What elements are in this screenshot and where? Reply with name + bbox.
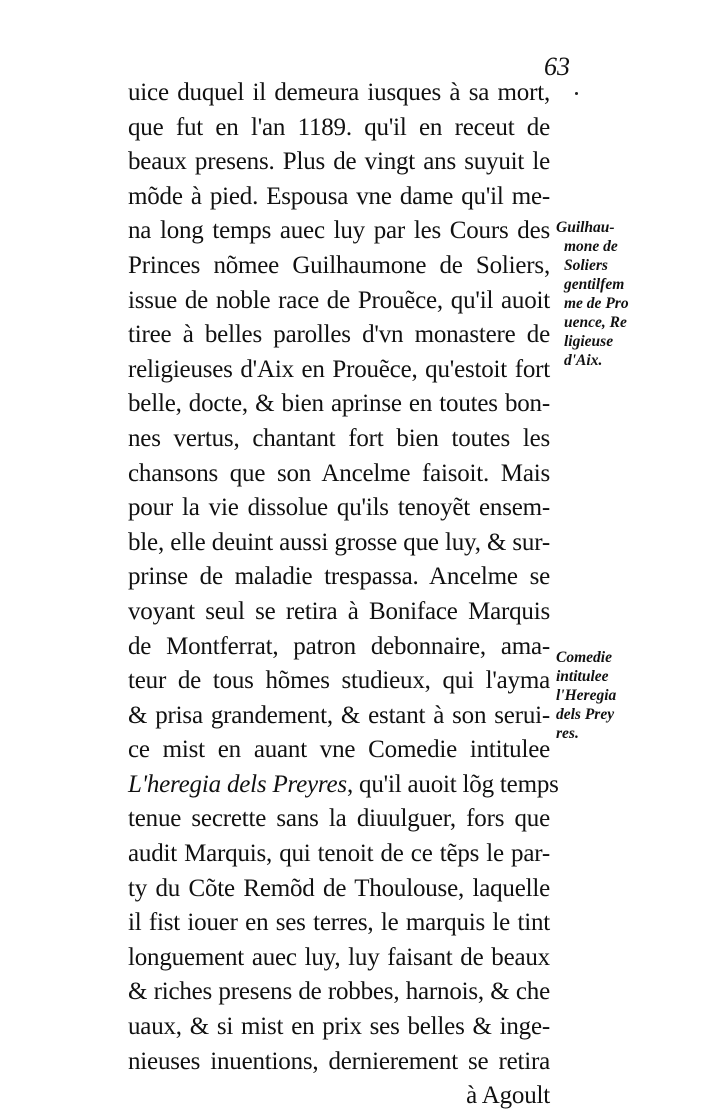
- margin-note-line: ligieuse: [564, 333, 614, 350]
- margin-note-line: l'Heregia: [556, 687, 617, 704]
- margin-note-line: Soliers: [564, 257, 608, 274]
- text-line: religieuses d'Aix en Prouẽce, qu'estoit fort: [128, 355, 550, 383]
- text-line: mõde à pied. Espousa vne dame qu'il me-: [128, 182, 550, 210]
- text-line: ble, elle deuint aussi grosse que luy, & sur-: [128, 528, 550, 556]
- text-line: audit Marquis, qui tenoit de ce tẽps le par-: [128, 840, 550, 868]
- text-line: [128, 768, 559, 803]
- page-number: 63: [544, 52, 570, 81]
- text-line: issue de noble race de Prouẽce, qu'il auoit: [128, 286, 550, 314]
- margin-note-line: Guilhau-: [556, 219, 615, 236]
- margin-note-guilhaumone: [556, 218, 652, 370]
- text-line: pour la vie dissolue qu'ils tenoyẽt ensem-: [128, 494, 550, 522]
- margin-note-line: me de Pro: [564, 295, 629, 312]
- text-line: teur de tous hõmes studieux, qui l'ayma: [128, 667, 550, 695]
- body-text: [128, 76, 559, 1114]
- text-line: & riches presens de robbes, harnois, & che: [128, 978, 550, 1006]
- text-line: nes vertus, chantant fort bien toutes les: [128, 424, 550, 452]
- margin-note-comedie: [556, 648, 652, 743]
- text-line: beaux presens. Plus de vingt ans suyuit le: [128, 148, 550, 176]
- text-line: prinse de maladie trespassa. Ancelme se: [128, 563, 550, 591]
- margin-note-line: Comedie: [556, 649, 612, 666]
- catchword: à Agoult: [466, 1082, 550, 1110]
- ink-mark: [575, 92, 578, 95]
- text-line: tenue secrette sans la diuulguer, fors que: [128, 805, 550, 833]
- margin-note-line: res.: [556, 725, 579, 742]
- text-line: ty du Cõte Remõd de Thoulouse, laquelle: [128, 874, 550, 902]
- text-line: na long temps auec luy par les Cours des: [128, 217, 550, 245]
- text-run: , qu'il auoit lõg temps: [346, 770, 559, 798]
- text-line: nieuses inuentions, dernierement se retira: [128, 1047, 550, 1075]
- text-line: longuement auec luy, luy faisant de beaux: [128, 943, 550, 971]
- text-line: ce mist en auant vne Comedie intitulee: [128, 736, 550, 764]
- text-line: uaux, & si mist en prix ses belles & inge-: [128, 1013, 550, 1041]
- text-line: chansons que son Ancelme faisoit. Mais: [128, 459, 550, 487]
- text-line: Princes nõmee Guilhaumone de Soliers,: [128, 251, 550, 279]
- text-line: de Montferrat, patron debonnaire, ama-: [128, 632, 550, 660]
- margin-note-line: gentilfem: [564, 276, 625, 293]
- text-line: & prisa grandement, & estant à son serui-: [128, 701, 550, 729]
- text-line: tiree à belles parolles d'vn monastere de: [128, 321, 550, 349]
- text-line: belle, docte, & bien aprinse en toutes bon-: [128, 390, 550, 418]
- margin-note-line: intitulee: [556, 668, 609, 685]
- comedy-title: L'heregia dels Preyres: [128, 770, 347, 798]
- text-line: que fut en l'an 1189. qu'il en receut de: [128, 113, 550, 141]
- margin-note-line: d'Aix.: [564, 352, 603, 369]
- text-line: uice duquel il demeura iusques à sa mort,: [128, 79, 550, 106]
- margin-note-line: mone de: [564, 238, 618, 255]
- margin-note-line: dels Prey: [556, 706, 615, 723]
- text-line: il fist iouer en ses terres, le marquis le tint: [128, 909, 550, 937]
- text-line: voyant seul se retira à Boniface Marquis: [128, 597, 550, 625]
- margin-note-line: uence, Re: [564, 314, 627, 331]
